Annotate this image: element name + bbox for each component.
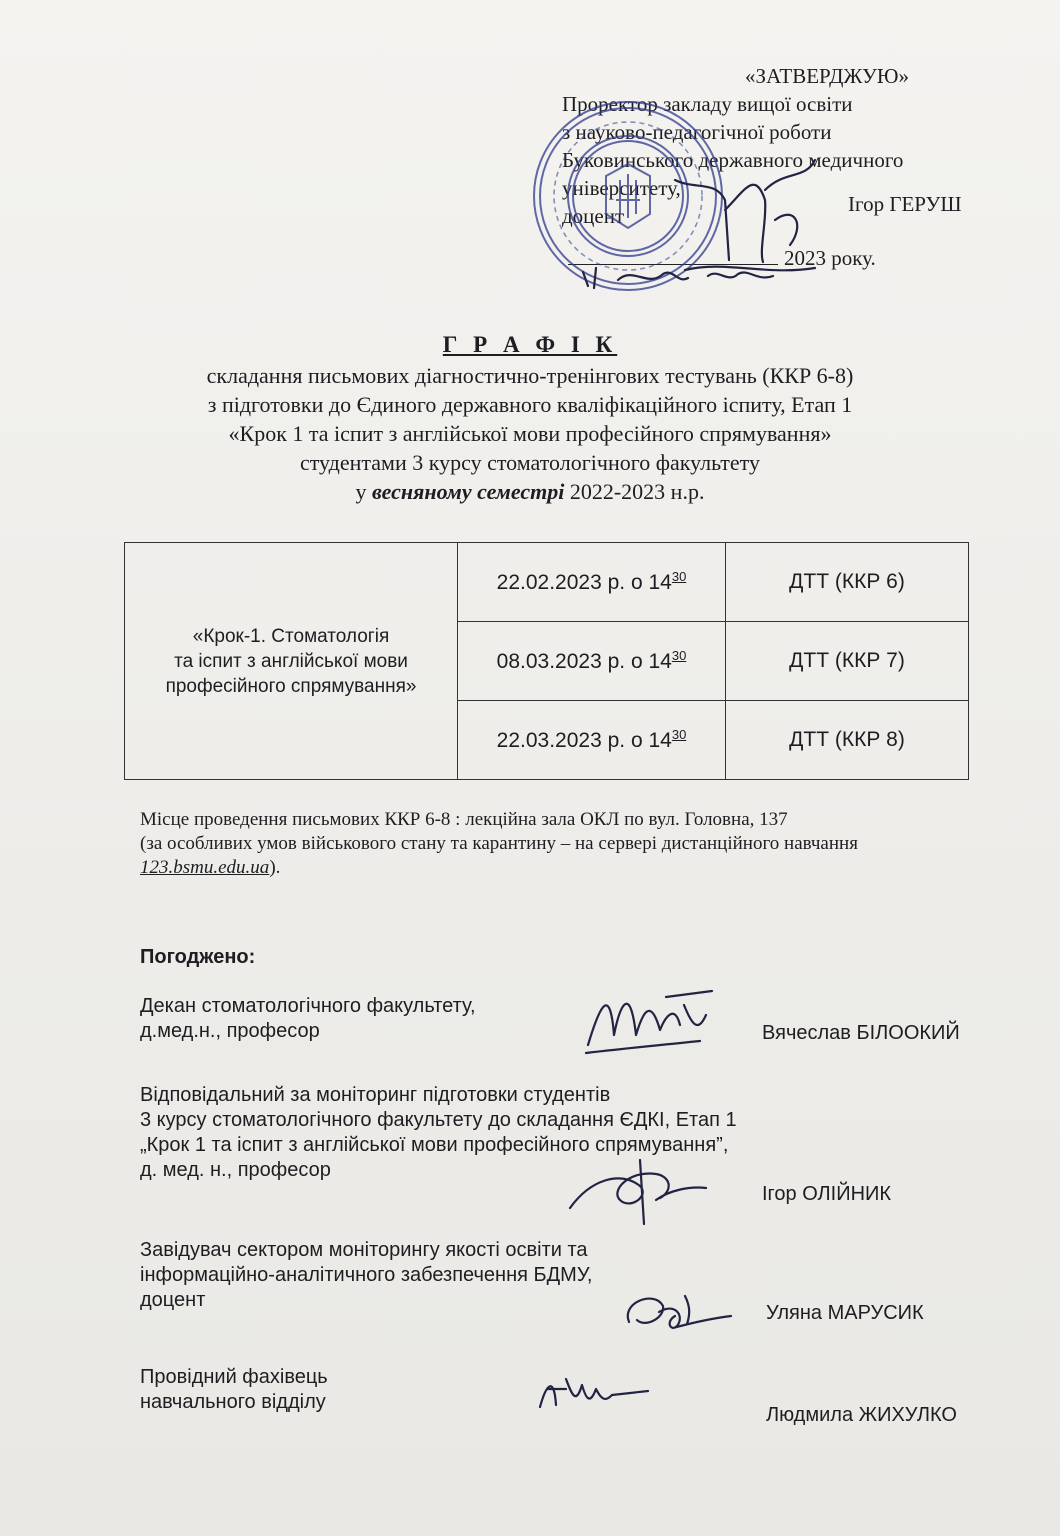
place-line: (за особливих умов військового стану та карантину – на сервері дистанційного навчання	[140, 833, 858, 854]
agreed-heading: Погоджено:	[140, 946, 256, 968]
signature	[532, 1365, 652, 1420]
table-row	[125, 543, 969, 622]
title-line: студентами 3 курсу стоматологічного факультету	[299, 450, 761, 475]
schedule-table	[124, 542, 969, 780]
date-cell	[458, 701, 726, 780]
signatory-position: „Крок 1 та іспит з англійської мови професійного спрямування”,	[140, 1134, 729, 1156]
semester-prefix: у	[355, 479, 367, 504]
signatory-position: Декан стоматологічного факультету,	[140, 995, 476, 1017]
title-line: з підготовки до Єдиного державного кваліфікаційного іспиту, Етап 1	[207, 392, 853, 417]
date-text: 22.02.2023 р. о 14	[496, 571, 672, 594]
document-title: Г Р А Ф І К	[442, 332, 618, 357]
signatory-name: Вячеслав БІЛООКИЙ	[762, 1022, 960, 1044]
approval-line: Проректор закладу вищої освіти	[562, 92, 853, 116]
signature	[580, 975, 720, 1060]
signatory-position: інформаційно-аналітичного забезпечення БДМУ,	[140, 1264, 593, 1286]
approval-heading: «ЗАТВЕРДЖУЮ»	[745, 64, 909, 88]
signatory-degree: д. мед. н., професор	[140, 1159, 331, 1181]
title-line-semester	[100, 477, 960, 506]
signatory-position: навчального відділу	[140, 1391, 326, 1413]
date-text: 08.03.2023 р. о 14	[496, 650, 672, 673]
signatory-name: Уляна МАРУСИК	[766, 1302, 924, 1324]
approval-date-suffix: 2023 року.	[784, 246, 876, 270]
place-line: Місце проведення письмових ККР 6-8 : лекційна зала ОКЛ по вул. Головна, 137	[140, 809, 788, 830]
test-label-cell: ДТТ (ККР 8)	[726, 701, 969, 780]
signatory-degree: д.мед.н., професор	[140, 1020, 320, 1042]
subject-line: професійного спрямування»	[165, 675, 417, 697]
approval-line: з науково-педагогічної роботи	[562, 120, 832, 144]
distance-learning-link[interactable]: 123.bsmu.edu.ua	[140, 857, 270, 878]
signatory-position: Відповідальний за моніторинг підготовки студентів	[140, 1084, 611, 1106]
date-cell	[458, 543, 726, 622]
subject-line: та іспит з англійської мови	[174, 650, 408, 672]
date-cell	[458, 622, 726, 701]
semester-emphasis: весняному семестрі	[372, 479, 565, 504]
time-minutes: 30	[671, 569, 687, 584]
subject-line: «Крок-1. Стоматологія	[192, 625, 390, 647]
signatory-block	[140, 994, 476, 1044]
signatory-position: Провідний фахівець	[140, 1366, 328, 1388]
signatory-block	[140, 1238, 592, 1313]
approval-line: доцент	[562, 204, 625, 228]
date-text: 22.03.2023 р. о 14	[496, 729, 672, 752]
time-minutes: 30	[671, 648, 687, 663]
approval-line: Буковинського державного медичного	[562, 148, 904, 172]
signatory-name: Ігор ОЛІЙНИК	[762, 1183, 892, 1205]
place-suffix: ).	[269, 857, 281, 878]
title-line: «Крок 1 та іспит з англійської мови професійного спрямування»	[228, 421, 832, 446]
title-line: складання письмових діагностично-тренінгових тестувань (ККР 6-8)	[206, 363, 854, 388]
signature	[615, 1282, 735, 1342]
approver-signature	[655, 150, 845, 280]
signatory-position: Завідувач сектором моніторингу якості освіти та	[140, 1239, 588, 1261]
signatory-degree: доцент	[140, 1289, 206, 1311]
signatory-position: 3 курсу стоматологічного факультету до складання ЄДКІ, Етап 1	[140, 1109, 737, 1131]
handwritten-date	[578, 262, 778, 292]
signatory-name: Людмила ЖИХУЛКО	[766, 1404, 957, 1426]
subject-cell	[125, 543, 458, 780]
time-minutes: 30	[671, 727, 687, 742]
test-label-cell: ДТТ (ККР 6)	[726, 543, 969, 622]
approver-name: Ігор ГЕРУШ	[848, 192, 962, 216]
test-label-cell: ДТТ (ККР 7)	[726, 622, 969, 701]
signatory-block	[140, 1365, 328, 1415]
signature	[560, 1150, 710, 1230]
place-note	[140, 808, 1040, 880]
academic-year: 2022-2023 н.р.	[569, 479, 705, 504]
title-block	[100, 330, 960, 506]
place-line	[140, 856, 1040, 880]
approval-line: університету,	[562, 176, 681, 200]
